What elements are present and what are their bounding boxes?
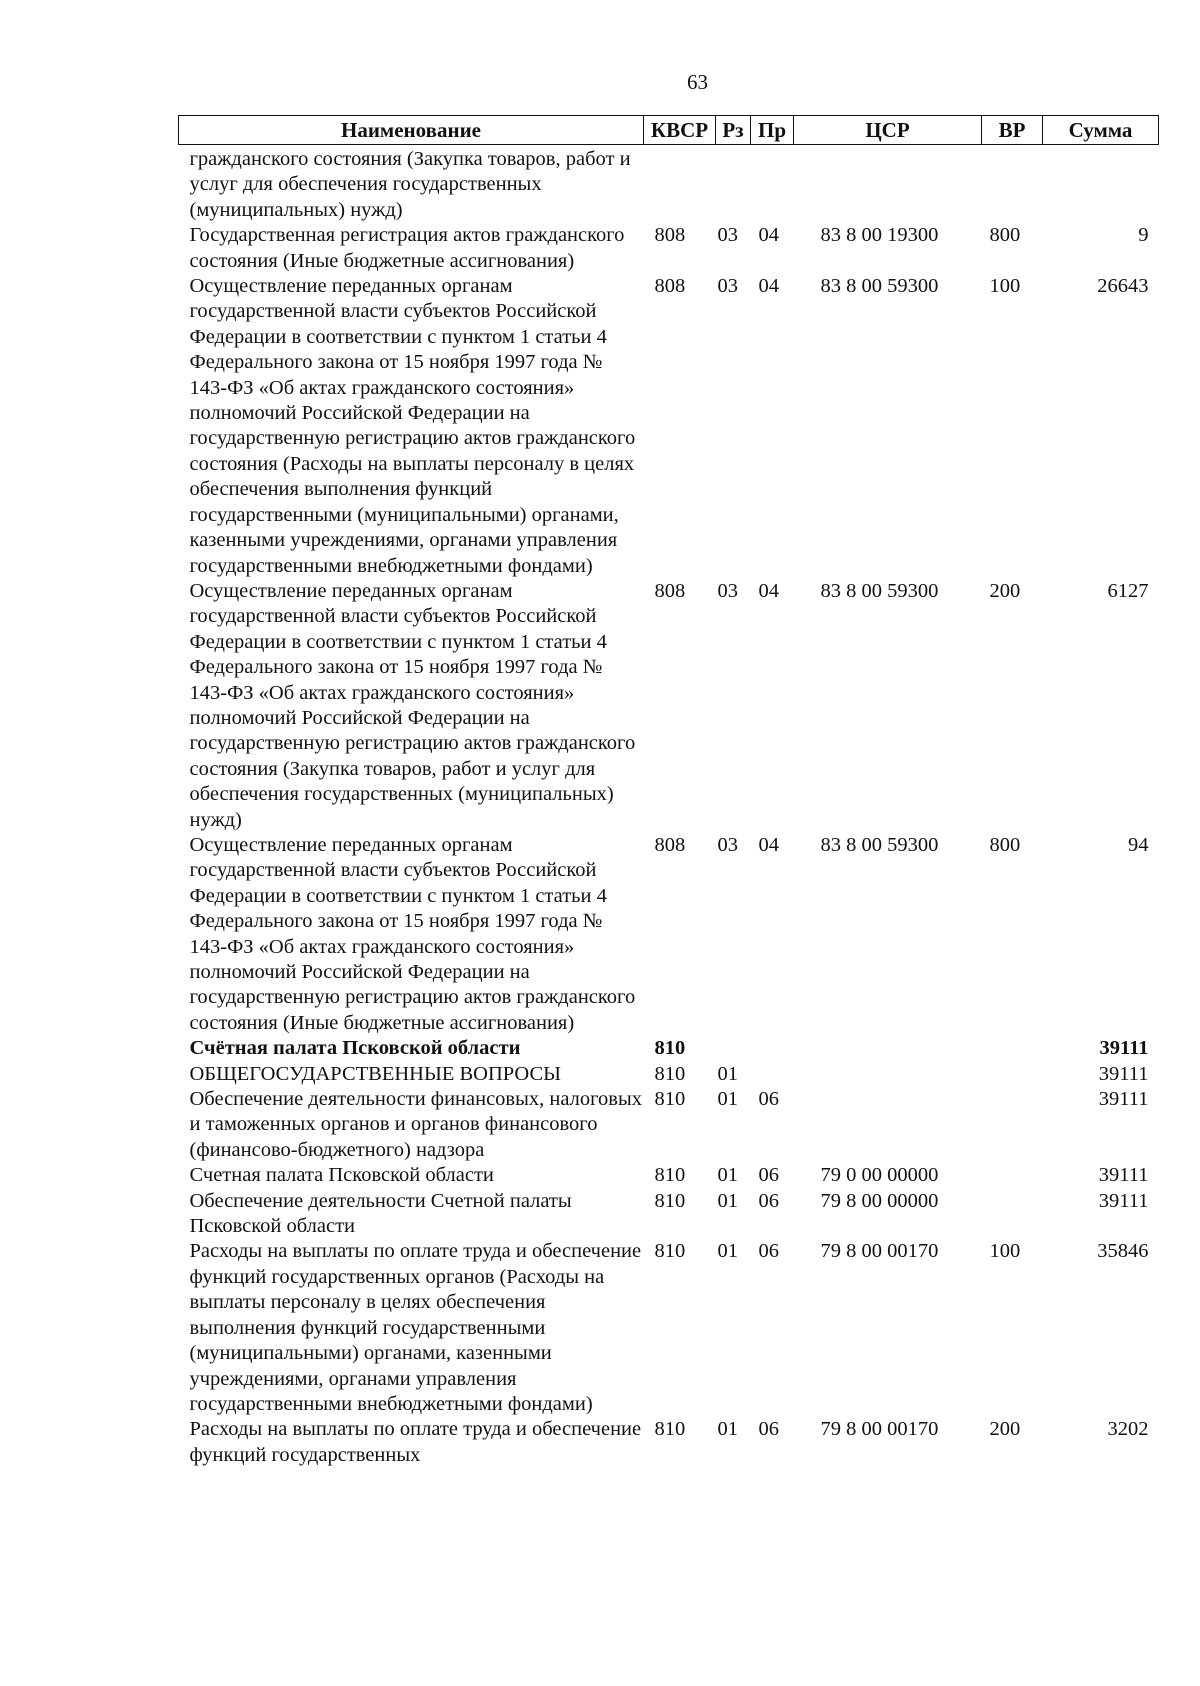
cell-vr [982, 1062, 1043, 1087]
header-rz: Рз [716, 116, 751, 145]
cell-kvsr: 810 [654, 1037, 686, 1060]
cell-pr: 06 [758, 1164, 779, 1187]
header-kvsr: КВСР [644, 116, 716, 145]
cell-kvsr: 810 [654, 1088, 686, 1111]
cell-vr [982, 1087, 1043, 1163]
cell-name: Счётная палата Псковской области [189, 1037, 521, 1060]
cell-csr [794, 1087, 982, 1163]
cell-kvsr: 808 [654, 579, 686, 602]
table-body [179, 145, 1159, 1469]
cell-csr: 79 8 00 00170 [820, 1418, 939, 1441]
table-row [179, 145, 1159, 224]
cell-kvsr: 810 [654, 1240, 686, 1263]
cell-vr: 100 [989, 275, 1021, 298]
cell-name: Осуществление переданных органам государственной власти субъектов Российской Федерации в соответствии с пунктом 1 статьи 4 Федерального закона от 15 ноября 1997 года № 143-ФЗ «Об актах гражданского состояния» полномочий Российской Федерации на государственную регистрацию актов гражданского состояния (Иные бюджетные ассигнования) [189, 833, 636, 1034]
cell-csr: 79 8 00 00170 [820, 1240, 939, 1263]
cell-csr: 83 8 00 59300 [820, 833, 939, 856]
cell-name: Расходы на выплаты по оплате труда и обеспечение функций государственных органов (Расходы на выплаты персоналу в целях обеспечения выполнения функций государственными (муниципальными) органами, казенными учреждениями, органами управления государственными внебюджетными фондами) [189, 1240, 642, 1415]
cell-rz: 03 [717, 833, 738, 856]
cell-pr [751, 1062, 794, 1087]
cell-name: Расходы на выплаты по оплате труда и обеспечение функций государственных [189, 1418, 642, 1466]
cell-kvsr: 808 [654, 833, 686, 856]
cell-name: Государственная регистрация актов гражданского состояния (Иные бюджетные ассигнования) [189, 224, 625, 272]
cell-rz: 01 [717, 1088, 738, 1111]
cell-pr: 04 [758, 579, 779, 602]
cell-name: ОБЩЕГОСУДАРСТВЕННЫЕ ВОПРОСЫ [189, 1062, 562, 1085]
table-row [179, 274, 1159, 579]
budget-table [178, 115, 1159, 1468]
table-row [179, 223, 1159, 274]
cell-vr: 100 [989, 1240, 1021, 1263]
cell-vr [982, 145, 1043, 224]
table-row [179, 579, 1159, 833]
cell-vr [982, 1189, 1043, 1240]
cell-csr [794, 1062, 982, 1087]
table-row [179, 1036, 1159, 1061]
cell-sum: 9 [1138, 224, 1149, 247]
header-vr: ВР [982, 116, 1043, 145]
cell-rz: 03 [717, 224, 738, 247]
cell-rz [716, 145, 751, 224]
table-row [179, 1087, 1159, 1163]
table-row [179, 833, 1159, 1036]
page-number: 63 [687, 70, 708, 94]
cell-sum [1043, 145, 1159, 224]
cell-sum: 39111 [1098, 1062, 1149, 1085]
cell-pr: 04 [758, 224, 779, 247]
cell-pr: 06 [758, 1418, 779, 1441]
cell-kvsr: 810 [654, 1062, 686, 1085]
header-csr: ЦСР [794, 116, 982, 145]
cell-vr: 800 [989, 833, 1021, 856]
header-sum: Сумма [1043, 116, 1159, 145]
cell-pr: 06 [758, 1088, 779, 1111]
cell-pr [751, 1036, 794, 1061]
cell-vr: 200 [989, 1418, 1021, 1441]
cell-name: Счетная палата Псковской области [189, 1164, 494, 1187]
cell-sum: 6127 [1107, 579, 1149, 602]
cell-pr: 06 [758, 1240, 779, 1263]
cell-name: Обеспечение деятельности финансовых, налоговых и таможенных органов и органов финансового (финансово-бюджетного) надзора [189, 1088, 642, 1161]
cell-sum: 3202 [1107, 1418, 1149, 1441]
cell-rz: 03 [717, 275, 738, 298]
cell-rz [716, 1036, 751, 1061]
header-pr: Пр [751, 116, 794, 145]
cell-pr: 04 [758, 833, 779, 856]
table-row [179, 1417, 1159, 1468]
cell-sum: 94 [1128, 833, 1149, 856]
cell-vr [982, 1036, 1043, 1061]
cell-sum: 26643 [1097, 275, 1149, 298]
cell-rz: 01 [717, 1164, 738, 1187]
cell-pr: 04 [758, 275, 779, 298]
cell-pr: 06 [758, 1189, 779, 1212]
cell-rz: 01 [717, 1062, 738, 1085]
cell-csr [794, 1036, 982, 1061]
cell-rz: 01 [717, 1240, 738, 1263]
cell-csr [794, 145, 982, 224]
cell-name: Осуществление переданных органам государственной власти субъектов Российской Федерации в соответствии с пунктом 1 статьи 4 Федерального закона от 15 ноября 1997 года № 143-ФЗ «Об актах гражданского состояния» полномочий Российской Федерации на государственную регистрацию актов гражданского состояния (Закупка товаров, работ и услуг для обеспечения государственных (муниципальных) нужд) [189, 579, 636, 831]
cell-sum: 39111 [1099, 1037, 1149, 1060]
cell-csr: 79 8 00 00000 [820, 1189, 939, 1212]
cell-name: гражданского состояния (Закупка товаров, работ и услуг для обеспечения государственных (муниципальных) нужд) [189, 148, 631, 221]
cell-sum: 39111 [1098, 1164, 1149, 1187]
cell-csr: 83 8 00 59300 [820, 579, 939, 602]
cell-sum: 39111 [1098, 1189, 1149, 1212]
cell-csr: 79 0 00 00000 [820, 1164, 939, 1187]
table-row [179, 1062, 1159, 1087]
cell-kvsr: 810 [654, 1189, 686, 1212]
table-row [179, 1239, 1159, 1417]
cell-pr [751, 145, 794, 224]
cell-rz: 03 [717, 579, 738, 602]
cell-name: Осуществление переданных органам государственной власти субъектов Российской Федерации в соответствии с пунктом 1 статьи 4 Федерального закона от 15 ноября 1997 года № 143-ФЗ «Об актах гражданского состояния» полномочий Российской Федерации на государственную регистрацию актов гражданского состояния (Расходы на выплаты персоналу в целях обеспечения выполнения функций государственными (муниципальными) органами, казенными учреждениями, органами управления государственными внебюджетными фондами) [189, 275, 636, 577]
cell-sum: 35846 [1097, 1240, 1149, 1263]
cell-csr: 83 8 00 19300 [820, 224, 939, 247]
table-header-row [179, 116, 1159, 145]
cell-csr: 83 8 00 59300 [820, 275, 939, 298]
cell-rz: 01 [717, 1189, 738, 1212]
header-name: Наименование [179, 116, 644, 145]
cell-vr: 200 [989, 579, 1021, 602]
cell-kvsr: 808 [654, 224, 686, 247]
cell-kvsr: 810 [654, 1164, 686, 1187]
table-row [179, 1163, 1159, 1188]
cell-kvsr: 810 [654, 1418, 686, 1441]
cell-name: Обеспечение деятельности Счетной палаты Псковской области [189, 1189, 572, 1238]
cell-kvsr [644, 145, 716, 224]
cell-vr [982, 1163, 1043, 1188]
table-row [179, 1189, 1159, 1240]
cell-vr: 800 [989, 224, 1021, 247]
cell-kvsr: 808 [654, 275, 686, 298]
cell-rz: 01 [717, 1418, 738, 1441]
cell-sum: 39111 [1098, 1088, 1149, 1111]
